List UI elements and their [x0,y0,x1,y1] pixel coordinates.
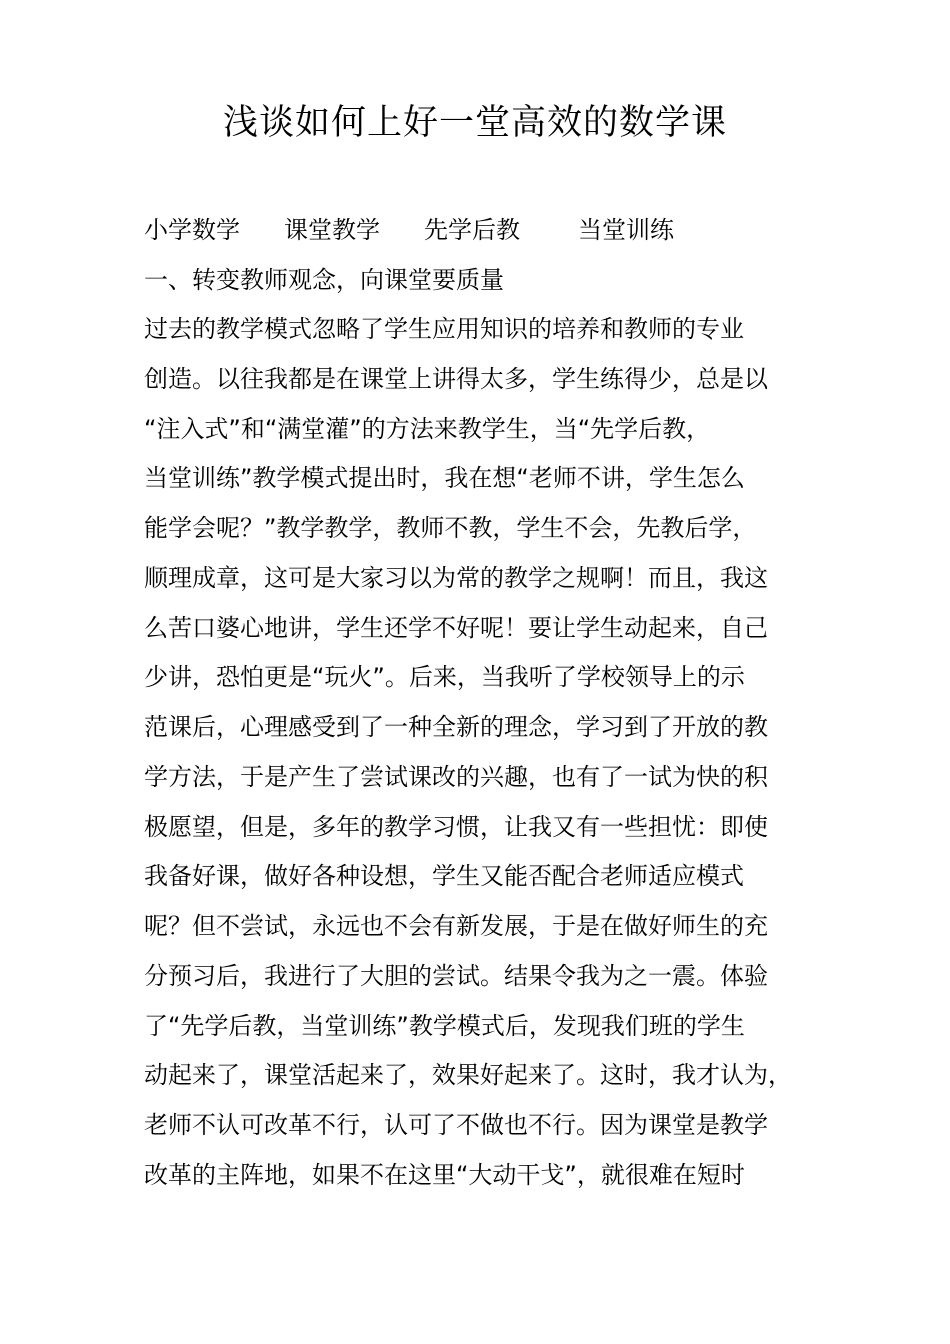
paragraph-line: 当堂训练”教学模式提出时，我在想“老师不讲，学生怎么 [144,464,745,493]
paragraph-line: 范课后，心理感受到了一种全新的理念，学习到了开放的教 [144,713,768,741]
paragraph-line: 创造。以往我都是在课堂上讲得太多，学生练得少，总是以 [144,364,768,393]
paragraph-line: “注入式”和“满堂灌”的方法来教学生，当“先学后教， [144,414,711,443]
paragraph-line: 分预习后，我进行了大胆的尝试。结果令我为之一震。体验 [144,961,768,990]
paragraph-line: 么苦口婆心地讲，学生还学不好呢！要让学生动起来，自己 [144,613,768,642]
keyword: 当堂训练 [578,216,674,244]
paragraph-line: 少讲，恐怕更是“玩火”。后来，当我听了学校领导上的示 [144,663,745,692]
paragraph-line: 动起来了，课堂活起来了，效果好起来了。这时，我才认为， [144,1061,792,1090]
keyword: 课堂教学 [284,216,380,244]
paragraph-line: 改革的主阵地，如果不在这里“大动干戈”，就很难在短时 [144,1160,745,1189]
paragraph-line: 能学会呢？”教学教学，教师不教，学生不会，先教后学， [144,514,757,542]
paragraph-line: 老师不认可改革不行，认可了不做也不行。因为课堂是教学 [144,1111,768,1139]
document-title: 浅谈如何上好一堂高效的数学课 [222,103,727,143]
paragraph-line: 我备好课，做好各种设想，学生又能否配合老师适应模式 [144,862,744,891]
keyword: 先学后教 [424,216,520,244]
keyword: 小学数学 [144,216,240,244]
paragraph-line: 呢？但不尝试，永远也不会有新发展，于是在做好师生的充 [144,912,768,940]
body-paragraph [144,307,844,1203]
paragraph-line: 学方法，于是产生了尝试课改的兴趣，也有了一试为快的积 [144,762,768,791]
paragraph-line: 过去的教学模式忽略了学生应用知识的培养和教师的专业 [144,315,744,343]
paragraph-line: 了“先学后教，当堂训练”教学模式后，发现我们班的学生 [144,1011,745,1040]
paragraph-line: 极愿望，但是，多年的教学习惯，让我又有一些担忧：即使 [144,812,768,841]
paragraph-line: 顺理成章，这可是大家习以为常的教学之规啊！而且，我这 [144,563,768,592]
section-heading: 一、转变教师观念，向课堂要质量 [144,266,504,294]
